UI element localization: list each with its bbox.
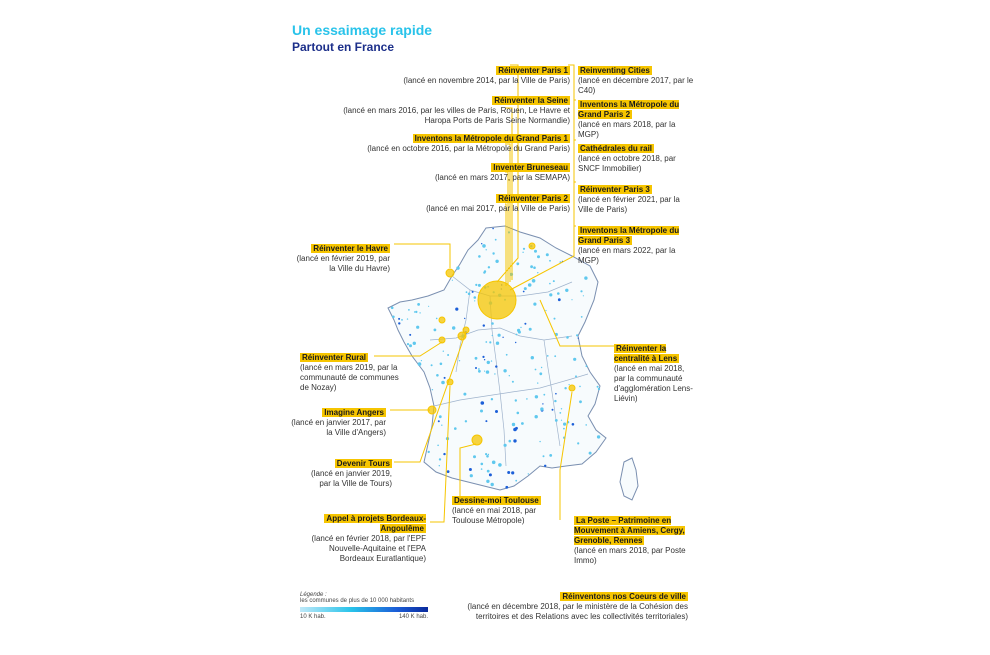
city-dot xyxy=(597,386,599,388)
city-dot xyxy=(577,442,579,444)
city-dot xyxy=(464,318,465,319)
city-dot xyxy=(515,427,518,430)
annotation-reinventer-paris-1 xyxy=(340,66,570,86)
label-appel-bordeaux: Appel à projets Bordeaux-Angoulême xyxy=(326,514,426,533)
city-dot xyxy=(579,400,582,403)
city-dot xyxy=(484,359,485,360)
city-dot xyxy=(478,284,481,287)
city-dot xyxy=(392,316,395,319)
label-metropole-gp-3: Inventons la Métropole du Grand Paris 3 xyxy=(578,226,680,245)
annotation-reinventer-havre xyxy=(290,244,390,274)
city-dot xyxy=(484,371,485,372)
desc-reinventing-cities: (lancé en décembre 2017, par le C40) xyxy=(578,76,694,95)
city-dot xyxy=(555,419,558,422)
desc-dessine-toulouse: (lancé en mai 2018, par Toulouse Métropole) xyxy=(452,506,537,525)
label-reinventer-paris-3: Réinventer Paris 3 xyxy=(580,185,650,194)
city-dot xyxy=(481,463,484,466)
annotation-appel-bordeaux xyxy=(300,514,426,564)
annotation-la-poste xyxy=(574,516,686,566)
city-dot xyxy=(535,369,537,371)
city-dot xyxy=(507,471,510,474)
city-dot xyxy=(486,455,489,458)
city-dot xyxy=(535,415,538,418)
desc-imagine-angers: (lancé en janvier 2017, par la Ville d'Angers) xyxy=(291,418,386,437)
city-dot xyxy=(414,311,415,312)
city-dot xyxy=(437,445,439,447)
annotation-metropole-gp-1 xyxy=(330,134,570,154)
city-dot xyxy=(480,410,483,413)
label-metropole-gp-2: Inventons la Métropole du Grand Paris 2 xyxy=(578,100,680,119)
city-dot xyxy=(532,279,536,283)
highlight-lens xyxy=(529,243,535,249)
city-dot xyxy=(456,266,459,269)
city-dot xyxy=(521,422,524,425)
city-dot xyxy=(565,289,568,292)
city-dot xyxy=(452,280,453,281)
city-dot xyxy=(524,287,527,290)
city-dot xyxy=(503,369,506,372)
desc-coeurs-de-ville: (lancé en décembre 2018, par le ministère de la Cohésion des territoires et des Relations avec les collectivités territoriales) xyxy=(467,602,688,621)
france-mainland xyxy=(388,226,606,490)
label-inventer-bruneseau: Inventer Bruneseau xyxy=(493,163,568,172)
city-dot xyxy=(540,407,543,410)
city-dot xyxy=(557,292,560,295)
city-dot xyxy=(524,323,526,325)
city-dot xyxy=(542,403,543,404)
city-dot xyxy=(436,318,438,320)
city-dot xyxy=(511,471,514,474)
city-dot xyxy=(580,290,582,292)
city-dot xyxy=(454,427,457,430)
city-dot xyxy=(571,299,572,300)
label-coeurs-de-ville: Réinventons nos Coeurs de ville xyxy=(562,592,686,601)
city-dot xyxy=(415,311,417,313)
legend-max-label: 140 K hab. xyxy=(398,614,428,620)
legend-min-label: 10 K hab. xyxy=(300,614,326,620)
city-dot xyxy=(455,308,458,311)
city-dot xyxy=(585,424,587,426)
city-dot xyxy=(537,382,538,383)
city-dot xyxy=(513,439,516,442)
legend-color-scale xyxy=(300,607,428,612)
label-devenir-tours: Devenir Tours xyxy=(336,459,390,468)
city-dot xyxy=(512,423,515,426)
city-dot xyxy=(491,360,492,361)
city-dot xyxy=(523,248,525,250)
city-dot xyxy=(492,252,494,254)
map-subtitle: Partout en France xyxy=(292,40,395,54)
city-dot xyxy=(516,262,519,265)
city-dot xyxy=(554,355,556,357)
city-dot xyxy=(549,260,551,262)
city-dot xyxy=(547,355,549,357)
label-reinventer-paris-2: Réinventer Paris 2 xyxy=(498,194,568,203)
city-dot xyxy=(553,280,555,282)
city-dot xyxy=(492,335,493,336)
city-dot xyxy=(465,420,467,422)
city-dot xyxy=(569,384,570,385)
city-dot xyxy=(561,408,562,409)
city-dot xyxy=(589,452,592,455)
highlight-toulouse xyxy=(472,435,482,445)
city-dot xyxy=(475,367,477,369)
city-dot xyxy=(537,255,540,258)
legend xyxy=(300,592,428,620)
city-dot xyxy=(409,334,411,336)
city-dot xyxy=(439,415,442,418)
city-dot xyxy=(515,399,517,401)
city-dot xyxy=(483,271,485,273)
desc-reinventer-seine: (lancé en mars 2016, par les villes de Paris, Rouen, Le Havre et Haropa Ports de Paris Seine Normandie) xyxy=(343,106,570,125)
label-reinventer-rural: Réinventer Rural xyxy=(302,353,367,362)
city-dot xyxy=(489,341,491,343)
annotation-devenir-tours xyxy=(300,459,392,489)
annotation-metropole-gp-2 xyxy=(578,100,694,140)
city-dot xyxy=(409,344,412,347)
city-dot xyxy=(552,409,554,411)
city-dot xyxy=(491,483,494,486)
city-dot xyxy=(576,334,578,336)
city-dot xyxy=(583,295,584,296)
desc-inventer-bruneseau: (lancé en mars 2017, par la SEMAPA) xyxy=(434,173,570,182)
city-dot xyxy=(564,387,566,389)
city-dot xyxy=(537,272,538,273)
city-dot xyxy=(520,327,521,328)
highlight-havre xyxy=(446,269,454,277)
city-dot xyxy=(485,420,487,422)
city-dot xyxy=(441,425,442,426)
desc-cathedrales-rail: (lancé en octobre 2018, par SNCF Immobilier) xyxy=(578,154,676,173)
city-dot xyxy=(436,374,439,377)
city-dot xyxy=(539,372,542,375)
city-dot xyxy=(586,365,588,367)
city-dot xyxy=(531,356,534,359)
city-dot xyxy=(546,253,549,256)
city-dot xyxy=(598,388,600,390)
highlight-rennes xyxy=(439,317,445,323)
corsica xyxy=(620,458,638,500)
desc-reinventer-lens: (lancé en mai 2018, par la communauté d'agglomération Lens-Liévin) xyxy=(614,364,693,403)
city-dot xyxy=(486,480,489,483)
desc-reinventer-havre: (lancé en février 2019, par la Ville du Havre) xyxy=(296,254,390,273)
city-dot xyxy=(495,239,497,241)
city-dot xyxy=(523,291,525,293)
city-dot xyxy=(505,486,508,489)
city-dot xyxy=(543,394,545,396)
city-dot xyxy=(498,463,502,467)
label-reinventer-havre: Réinventer le Havre xyxy=(313,244,388,253)
city-dot xyxy=(447,470,450,473)
desc-metropole-gp-3: (lancé en mars 2022, par la MGP) xyxy=(578,246,676,265)
city-dot xyxy=(483,324,485,326)
city-dot xyxy=(434,329,437,332)
city-dot xyxy=(474,296,477,299)
desc-reinventer-rural: (lancé en mars 2019, par la communauté de communes de Nozay) xyxy=(300,363,399,392)
city-dot xyxy=(515,480,517,482)
city-dot xyxy=(463,393,466,396)
city-dot xyxy=(561,420,562,421)
city-dot xyxy=(482,356,484,358)
city-dot xyxy=(492,228,494,230)
city-dot xyxy=(491,322,494,325)
city-dot xyxy=(443,453,445,455)
city-dot xyxy=(428,306,429,307)
city-dot xyxy=(417,303,420,306)
desc-reinventer-paris-2: (lancé en mai 2017, par la Ville de Paris) xyxy=(426,204,570,213)
city-dot xyxy=(528,283,532,287)
annotation-reinventer-rural xyxy=(300,353,400,393)
legend-caption: les communes de plus de 10 000 habitants xyxy=(300,598,415,604)
city-dot xyxy=(563,428,565,430)
city-dot xyxy=(475,284,477,286)
city-dot xyxy=(578,338,579,339)
city-dot xyxy=(488,266,490,268)
city-dot xyxy=(443,351,444,352)
city-dot xyxy=(494,373,495,374)
city-dot xyxy=(408,309,410,311)
city-dot xyxy=(529,328,532,331)
label-reinventer-seine: Réinventer la Seine xyxy=(494,96,568,105)
city-dot xyxy=(487,361,490,364)
city-dot xyxy=(481,243,482,244)
desc-appel-bordeaux: (lancé en février 2018, par l'EPF Nouvelle-Aquitaine et l'EPA Bordeaux Euratlantique) xyxy=(311,534,426,563)
city-dot xyxy=(439,465,440,466)
city-dot xyxy=(535,395,538,398)
city-dot xyxy=(533,266,536,269)
annotation-inventer-bruneseau xyxy=(380,163,570,183)
city-dot xyxy=(485,341,487,343)
city-dot xyxy=(481,401,485,405)
city-dot xyxy=(441,381,445,385)
city-dot xyxy=(489,473,492,476)
city-dot xyxy=(554,400,556,402)
city-dot xyxy=(495,260,498,263)
city-dot xyxy=(528,473,529,474)
city-dot xyxy=(541,367,542,368)
city-dot xyxy=(517,329,520,332)
city-dot xyxy=(526,398,528,400)
label-reinventing-cities: Reinventing Cities xyxy=(580,66,650,75)
city-dot xyxy=(398,322,400,324)
city-dot xyxy=(533,303,536,306)
city-dot xyxy=(492,461,496,465)
city-dot xyxy=(509,440,512,443)
city-dot xyxy=(555,393,557,395)
annotation-reinventing-cities xyxy=(578,66,694,96)
city-dot xyxy=(572,423,575,426)
city-dot xyxy=(401,319,403,321)
city-dot xyxy=(544,465,546,467)
city-dot xyxy=(469,468,472,471)
city-dot xyxy=(419,312,420,313)
annotation-reinventer-paris-3 xyxy=(578,185,694,215)
city-dot xyxy=(486,249,487,250)
city-dot xyxy=(545,310,546,311)
city-dot xyxy=(478,370,481,373)
city-dot xyxy=(418,362,422,366)
label-dessine-toulouse: Dessine-moi Toulouse xyxy=(454,496,539,505)
city-dot xyxy=(558,298,561,301)
city-dot xyxy=(502,337,503,338)
city-dot xyxy=(517,412,520,415)
city-dot xyxy=(549,454,552,457)
annotation-imagine-angers xyxy=(290,408,386,438)
city-dot xyxy=(498,334,501,337)
annotation-metropole-gp-3 xyxy=(578,226,694,266)
desc-la-poste: (lancé en mars 2018, par Poste Immo) xyxy=(574,546,686,565)
label-imagine-angers: Imagine Angers xyxy=(324,408,384,417)
city-dot xyxy=(487,470,490,473)
city-dot xyxy=(559,412,561,414)
city-dot xyxy=(515,342,516,343)
city-dot xyxy=(470,474,473,477)
city-dot xyxy=(398,318,400,320)
city-dot xyxy=(468,293,471,296)
label-reinventer-lens: Réinventer la centralité à Lens xyxy=(614,344,678,363)
city-dot xyxy=(473,455,476,458)
city-dot xyxy=(573,358,576,361)
city-dot xyxy=(563,423,566,426)
city-dot xyxy=(584,276,587,279)
city-dot xyxy=(472,291,474,293)
desc-devenir-tours: (lancé en janvier 2019, par la Ville de Tours) xyxy=(311,469,392,488)
city-dot xyxy=(516,334,518,336)
label-metropole-gp-1: Inventons la Métropole du Grand Paris 1 xyxy=(414,134,568,143)
annotation-reinventer-lens xyxy=(614,344,698,404)
city-dot xyxy=(554,318,556,320)
city-dot xyxy=(475,357,478,360)
legend-title: Légende : xyxy=(300,592,327,598)
city-dot xyxy=(452,326,455,329)
label-reinventer-paris-1: Réinventer Paris 1 xyxy=(498,66,568,75)
annotation-coeurs-de-ville xyxy=(436,592,688,622)
city-dot xyxy=(428,451,430,453)
city-dot xyxy=(495,410,498,413)
city-dot xyxy=(530,265,533,268)
city-dot xyxy=(566,336,569,339)
city-dot xyxy=(482,244,486,248)
city-dot xyxy=(407,318,408,319)
city-dot xyxy=(506,354,508,356)
label-la-poste: La Poste – Patrimoine en Mouvement à Amiens, Cergy, Grenoble, Rennes xyxy=(574,516,685,545)
city-dot xyxy=(431,364,433,366)
city-dot xyxy=(413,342,416,345)
city-dot xyxy=(438,420,440,422)
city-dot xyxy=(488,454,489,455)
city-dot xyxy=(575,375,577,377)
city-dot xyxy=(509,375,510,376)
desc-metropole-gp-2: (lancé en mars 2018, par la MGP) xyxy=(578,120,676,139)
city-dot xyxy=(491,398,493,400)
city-dot xyxy=(481,468,483,470)
city-dot xyxy=(439,458,441,460)
city-dot xyxy=(579,386,581,388)
map-title: Un essaimage rapide xyxy=(292,22,433,38)
highlight-grenoble xyxy=(569,385,575,391)
city-dot xyxy=(478,368,480,370)
city-dot xyxy=(539,441,540,442)
city-dot xyxy=(440,363,443,366)
annotation-reinventer-seine xyxy=(340,96,570,126)
city-dot xyxy=(444,377,446,379)
city-dot xyxy=(581,316,583,318)
city-dot xyxy=(459,360,460,361)
highlight-paris xyxy=(478,281,516,319)
city-dot xyxy=(597,435,600,438)
desc-reinventer-paris-1: (lancé en novembre 2014, par la Ville de Paris) xyxy=(403,76,570,85)
city-dot xyxy=(391,307,394,310)
city-dot xyxy=(447,354,449,356)
city-dot xyxy=(474,300,475,301)
city-dot xyxy=(486,370,489,373)
city-dot xyxy=(495,365,497,367)
city-dot xyxy=(432,389,433,390)
city-dot xyxy=(421,360,422,361)
annotation-dessine-toulouse xyxy=(452,496,556,526)
city-dot xyxy=(549,283,551,285)
city-dot xyxy=(512,381,514,383)
city-dot xyxy=(416,326,419,329)
city-dot xyxy=(485,453,487,455)
desc-metropole-gp-1: (lancé en octobre 2016, par la Métropole du Grand Paris) xyxy=(367,144,570,153)
city-dot xyxy=(522,252,523,253)
city-dot xyxy=(466,291,468,293)
city-dot xyxy=(549,293,552,296)
annotation-reinventer-paris-2 xyxy=(370,194,570,214)
city-dot xyxy=(407,343,409,345)
desc-reinventer-paris-3: (lancé en février 2021, par la Ville de Paris) xyxy=(578,195,680,214)
city-dot xyxy=(504,444,507,447)
city-dot xyxy=(478,255,481,258)
annotation-cathedrales-rail xyxy=(578,144,694,174)
city-dot xyxy=(543,455,545,457)
label-cathedrales-rail: Cathédrales du rail xyxy=(580,144,653,153)
city-dot xyxy=(534,250,537,253)
city-dot xyxy=(496,342,499,345)
